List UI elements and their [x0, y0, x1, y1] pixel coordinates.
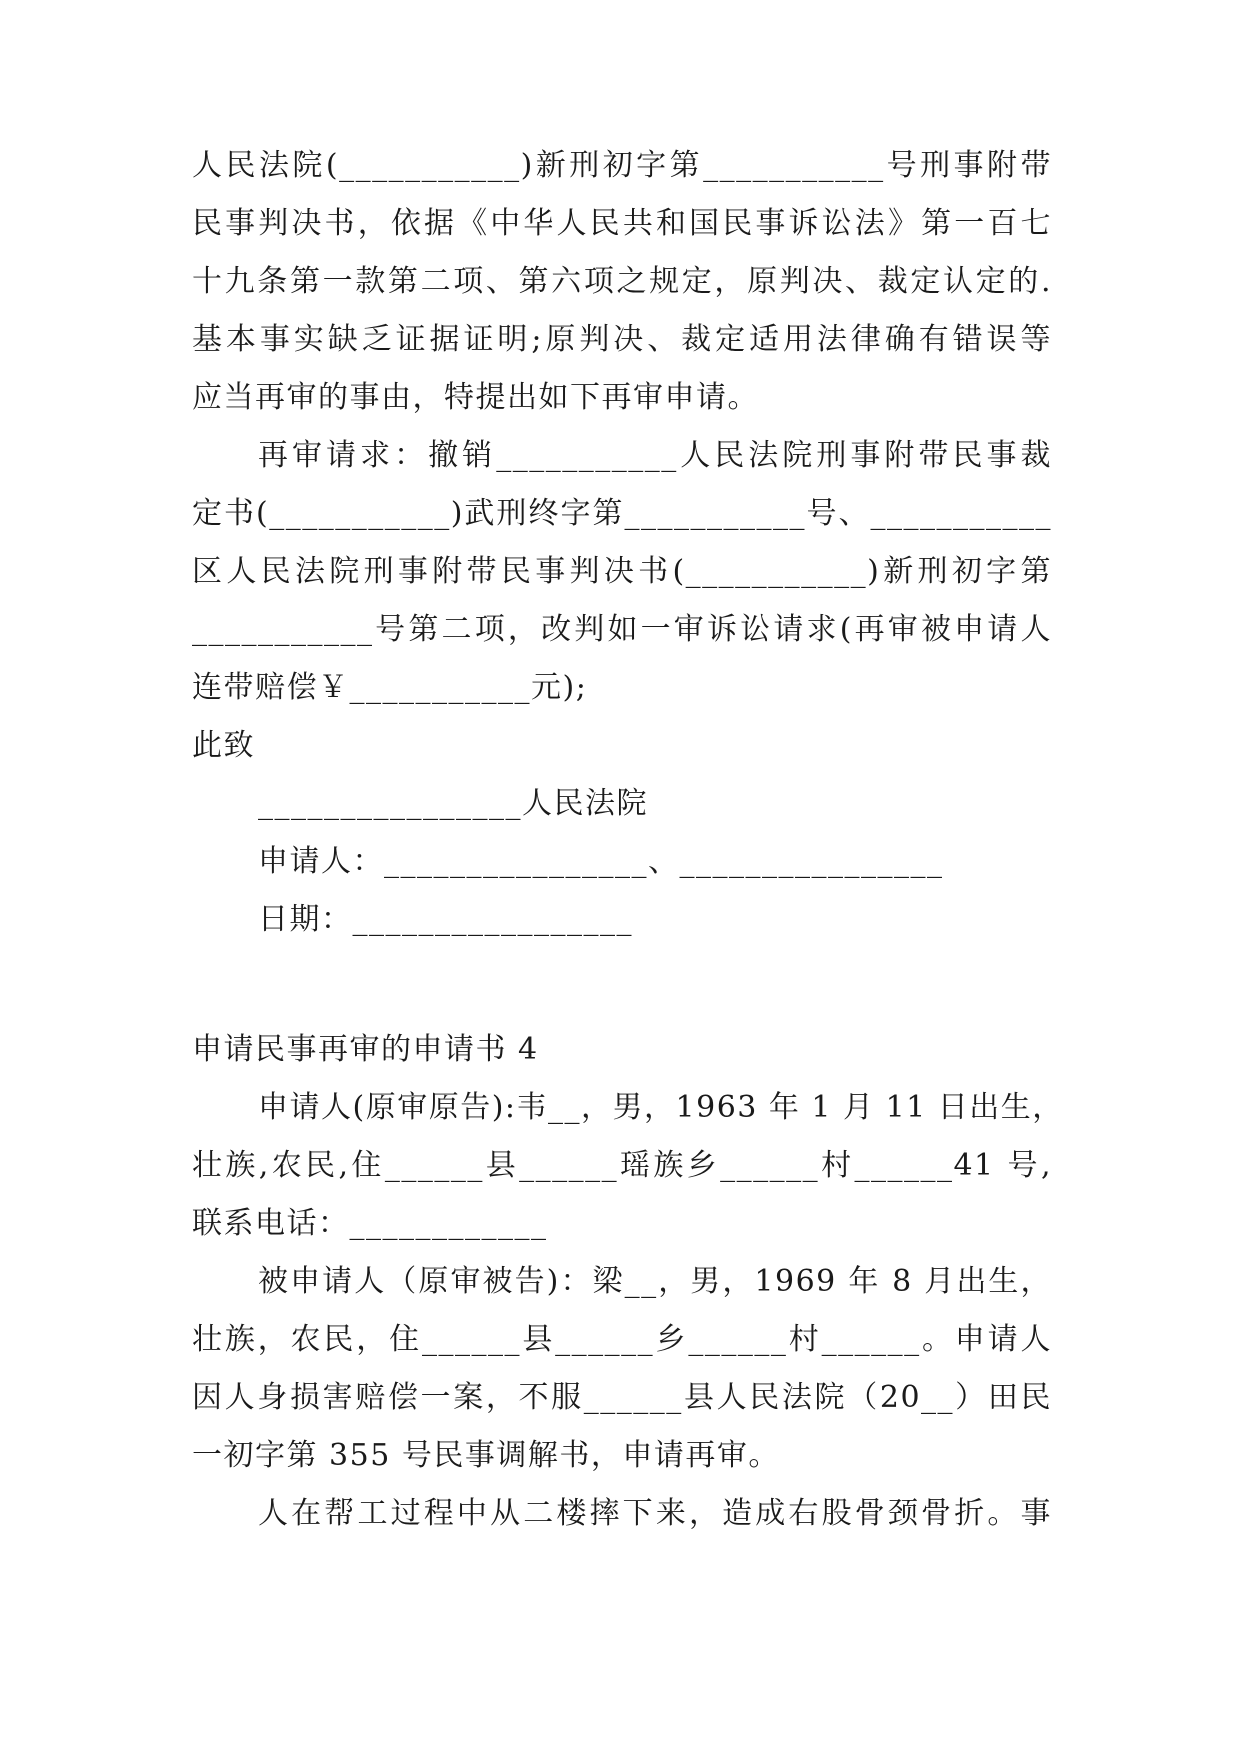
date-line: 日期：_________________ — [258, 902, 633, 937]
section-title: 申请民事再审的申请书 4 — [192, 1032, 539, 1067]
paragraph-line: 区人民法院刑事附带民事判决书(___________)新刑初字第 — [192, 554, 1052, 589]
paragraph-line: 基本事实缺乏证据证明;原判决、裁定适用法律确有错误等 — [192, 322, 1052, 357]
paragraph-line: 人在帮工过程中从二楼摔下来，造成右股骨颈骨折。事 — [258, 1496, 1052, 1531]
paragraph-line: 人民法院(___________)新刑初字第___________号刑事附带 — [192, 148, 1052, 183]
paragraph-line: 壮族,农民,住______县______瑶族乡______村______41 号, — [192, 1148, 1052, 1183]
paragraph-line: 再审请求：撤销___________人民法院刑事附带民事裁 — [258, 438, 1052, 473]
paragraph-line: ___________号第二项，改判如一审诉讼请求(再审被申请人 — [192, 612, 1052, 647]
paragraph-line: 定书(___________)武刑终字第___________号、___________ — [192, 496, 1052, 531]
paragraph-line: 民事判决书，依据《中华人民共和国民事诉讼法》第一百七 — [192, 206, 1052, 241]
paragraph-line: 应当再审的事由，特提出如下再审申请。 — [192, 380, 759, 415]
paragraph-line: 申请人(原审原告):韦__，男，1963 年 1 月 11 日出生， — [258, 1090, 1064, 1125]
court-name-line: ________________人民法院 — [258, 786, 648, 821]
paragraph-line: 十九条第一款第二项、第六项之规定，原判决、裁定认定的. — [192, 264, 1052, 299]
paragraph-line: 被申请人（原审被告)：梁__，男，1969 年 8 月出生， — [258, 1264, 1052, 1299]
paragraph-line: 联系电话：____________ — [192, 1206, 548, 1241]
paragraph-line: 因人身损害赔偿一案，不服______县人民法院（20__）田民 — [192, 1380, 1052, 1415]
paragraph-line: 一初字第 355 号民事调解书，申请再审。 — [192, 1438, 780, 1473]
paragraph-line: 连带赔偿￥___________元); — [192, 670, 588, 705]
paragraph-line: 壮族，农民，住______县______乡______村______。申请人 — [192, 1322, 1052, 1357]
applicant-signature-line: 申请人：________________、________________ — [258, 844, 944, 879]
salutation: 此致 — [192, 728, 255, 763]
